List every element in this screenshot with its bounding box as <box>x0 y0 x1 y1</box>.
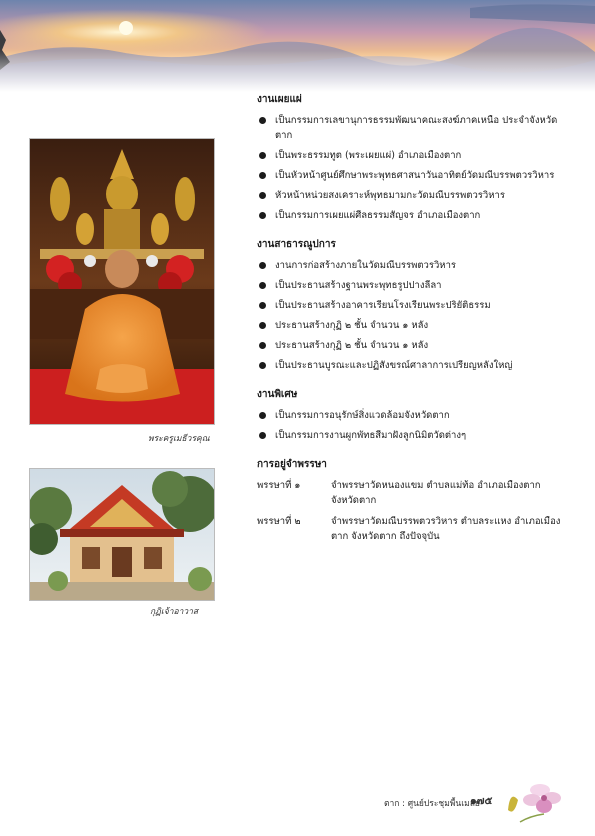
page-number: ๑๗๕ <box>470 795 493 807</box>
lent-heading: การอยู่จำพรรษา <box>257 459 327 470</box>
monk-photo <box>29 138 215 425</box>
list-item: เป็นพระธรรมทูต (พระเผยแผ่) อำเภอเมืองตาก <box>257 148 577 163</box>
list-item: ประธานสร้างกุฏิ ๒ ชั้น จำนวน ๑ หลัง <box>257 318 577 333</box>
lent-section <box>257 457 577 544</box>
list-item: เป็นประธานสร้างฐานพระพุทธรูปปางลีลา <box>257 278 577 293</box>
list-item: หัวหน้าหน่วยสงเคราะห์พุทธมามกะวัดมณีบรรพตวรวิหาร <box>257 188 577 203</box>
list-item: เป็นกรรมการอนุรักษ์สิ่งแวดล้อมจังหวัดตาก <box>257 408 577 423</box>
special-section <box>257 387 577 443</box>
lent-row <box>257 514 577 544</box>
outreach-section <box>257 92 577 223</box>
public-works-list <box>257 258 577 373</box>
outreach-list <box>257 113 577 223</box>
list-item: เป็นหัวหน้าศูนย์ศึกษาพระพุทธศาสนาวันอาทิตย์วัดมณีบรรพตวรวิหาร <box>257 168 577 183</box>
content-column <box>257 92 577 558</box>
special-list <box>257 408 577 443</box>
lent-text: จำพรรษาวัดหนองแขม ตำบลแม่ท้อ อำเภอเมืองตาก จังหวัดตาก <box>331 480 541 506</box>
lent-text: จำพรรษาวัดมณีบรรพตวรวิหาร ตำบลระแหง อำเภอเมืองตาก จังหวัดตาก ถึงปัจจุบัน <box>331 516 561 542</box>
orchid-icon <box>500 770 570 830</box>
abbot-house-photo <box>29 468 215 601</box>
list-item: เป็นประธานสร้างอาคารเรียนโรงเรียนพระปริยัติธรรม <box>257 298 577 313</box>
lent-label: พรรษาที่ ๒ <box>257 516 301 527</box>
header-banner <box>0 0 595 92</box>
lent-label: พรรษาที่ ๑ <box>257 480 301 491</box>
list-item: เป็นกรรมการเลขานุการธรรมพัฒนาคณะสงฆ์ภาคเหนือ ประจำจังหวัดตาก <box>257 113 577 143</box>
public-works-heading: งานสาธารณูปการ <box>257 239 336 250</box>
lent-row <box>257 478 577 508</box>
footer-title: ตาก : ศูนย์ประชุมพื้นเมลย <box>384 799 480 809</box>
list-item: เป็นกรรมการงานผูกพัทธสีมาฝังลูกนิมิตวัดต่างๆ <box>257 428 577 443</box>
list-item: เป็นกรรมการเผยแผ่ศีลธรรมสัญจร อำเภอเมืองตาก <box>257 208 577 223</box>
list-item: งานการก่อสร้างภายในวัดมณีบรรพตวรวิหาร <box>257 258 577 273</box>
list-item: เป็นประธานบูรณะและปฏิสังขรณ์ศาลาการเปรียญหลังใหญ่ <box>257 358 577 373</box>
abbot-house-caption: กุฏิเจ้าอาวาส <box>150 607 199 617</box>
outreach-heading: งานเผยแผ่ <box>257 94 302 105</box>
monk-photo-caption: พระครูเมธีวรคุณ <box>148 434 210 444</box>
special-heading: งานพิเศษ <box>257 389 298 400</box>
list-item: ประธานสร้างกุฏิ ๒ ชั้น จำนวน ๑ หลัง <box>257 338 577 353</box>
public-works-section <box>257 237 577 373</box>
